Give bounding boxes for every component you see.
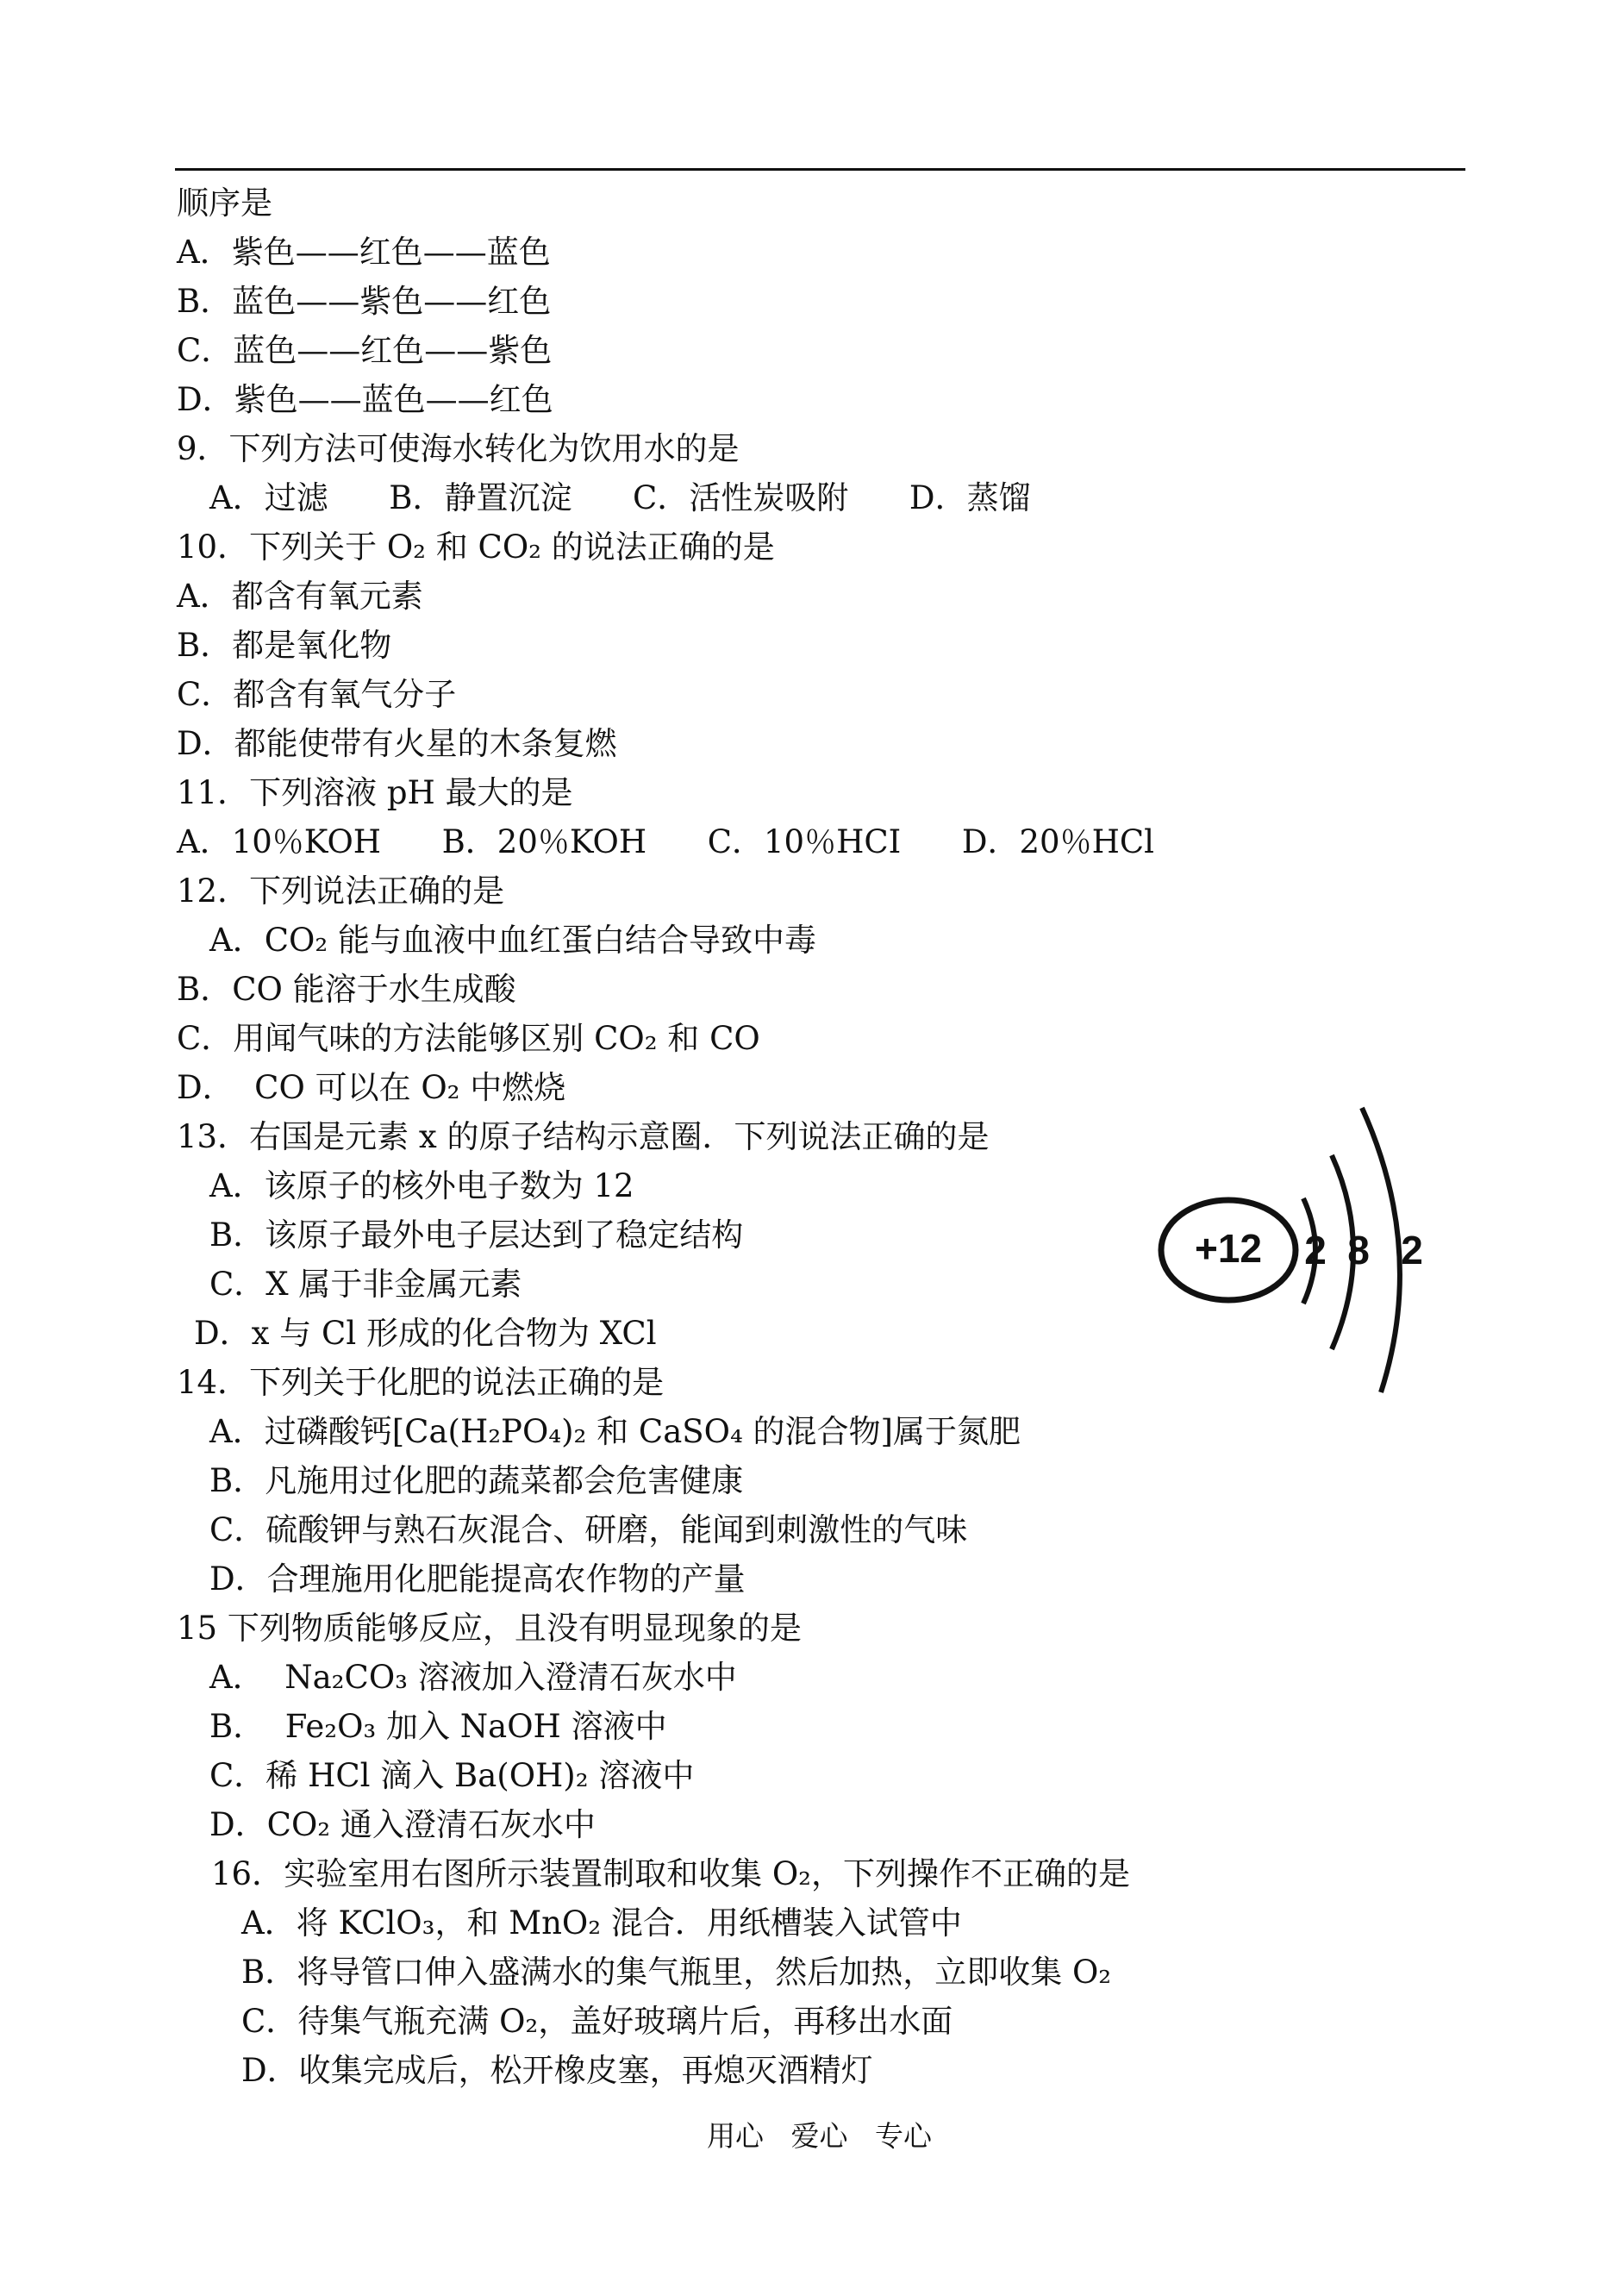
q10-option-c: C．都含有氧气分子 <box>177 676 457 713</box>
question-10: 10．下列关于 O₂ 和 CO₂ 的说法正确的是 <box>177 528 775 566</box>
q12-option-d: D． CO 可以在 O₂ 中燃烧 <box>177 1069 566 1106</box>
question-13: 13．右国是元素 x 的原子结构示意圈．下列说法正确的是 <box>177 1118 990 1155</box>
q14-option-c: C．硫酸钾与熟石灰混合、研磨，能闻到刺激性的气味 <box>209 1511 968 1548</box>
question-9-options: A．过滤 B．静置沉淀 C．活性炭吸附 D．蒸馏 <box>209 479 1031 516</box>
line-3: B．蓝色——紫色——红色 <box>177 283 552 320</box>
question-9: 9．下列方法可使海水转化为饮用水的是 <box>177 430 740 467</box>
q14-option-b: B．凡施用过化肥的蔬菜都会危害健康 <box>209 1462 744 1499</box>
q16-option-a: A．将 KClO₃，和 MnO₂ 混合．用纸槽装入试管中 <box>241 1904 962 1942</box>
q12-option-a: A．CO₂ 能与血液中血红蛋白结合导致中毒 <box>209 922 816 959</box>
question-12: 12．下列说法正确的是 <box>177 872 505 910</box>
q15-option-c: C．稀 HCl 滴入 Ba(OH)₂ 溶液中 <box>209 1757 695 1794</box>
q14-option-a: A．过磷酸钙[Ca(H₂PO₄)₂ 和 CaSO₄ 的混合物]属于氮肥 <box>209 1413 1021 1450</box>
shell-1-electrons: 2 <box>1304 1228 1327 1273</box>
shell-2-electrons: 8 <box>1347 1228 1370 1273</box>
q12-option-b: B．CO 能溶于水生成酸 <box>177 971 516 1008</box>
line-1: 顺序是 <box>177 184 272 222</box>
q14-option-d: D．合理施用化肥能提高农作物的产量 <box>209 1560 746 1598</box>
q10-option-d: D．都能使带有火星的木条复燃 <box>177 725 617 762</box>
question-11-options: A．10％KOH B．20％KOH C．10％HCI D．20％HCl <box>177 823 1155 860</box>
line-5: D．紫色——蓝色——红色 <box>177 381 553 418</box>
q13-option-c: C．X 属于非金属元素 <box>209 1266 522 1303</box>
question-15: 15 下列物质能够反应，且没有明显现象的是 <box>177 1610 802 1647</box>
page-footer: 用心 爱心 专心 <box>707 2119 932 2153</box>
q15-option-b: B． Fe₂O₃ 加入 NaOH 溶液中 <box>209 1708 667 1745</box>
q13-option-b: B．该原子最外电子层达到了稳定结构 <box>209 1216 744 1254</box>
line-4: C．蓝色——红色——紫色 <box>177 332 553 369</box>
q16-option-b: B．将导管口伸入盛满水的集气瓶里，然后加热，立即收集 O₂ <box>241 1954 1112 1991</box>
q10-option-b: B．都是氧化物 <box>177 627 392 664</box>
q16-option-c: C．待集气瓶充满 O₂，盖好玻璃片后，再移出水面 <box>241 2003 953 2040</box>
line-2: A．紫色——红色——蓝色 <box>177 234 551 271</box>
nucleus-charge: +12 <box>1194 1226 1263 1271</box>
question-11: 11．下列溶液 pH 最大的是 <box>177 774 573 811</box>
q13-option-a: A．该原子的核外电子数为 12 <box>209 1167 634 1204</box>
q16-option-d: D．收集完成后，松开橡皮塞，再熄灭酒精灯 <box>241 2052 873 2089</box>
q12-option-c: C．用闻气味的方法能够区别 CO₂ 和 CO <box>177 1020 760 1057</box>
q15-option-d: D．CO₂ 通入澄清石灰水中 <box>209 1806 596 1843</box>
header-rule <box>175 168 1465 171</box>
question-14: 14．下列关于化肥的说法正确的是 <box>177 1364 665 1401</box>
shell-3-electrons: 2 <box>1401 1228 1423 1273</box>
q13-option-d: D．x 与 Cl 形成的化合物为 XCl <box>194 1315 657 1352</box>
q10-option-a: A．都含有氧元素 <box>177 578 423 615</box>
question-16: 16．实验室用右图所示装置制取和收集 O₂，下列操作不正确的是 <box>211 1855 1131 1892</box>
q15-option-a: A． Na₂CO₃ 溶液加入澄清石灰水中 <box>209 1659 737 1696</box>
atom-structure-diagram <box>1155 1104 1440 1397</box>
